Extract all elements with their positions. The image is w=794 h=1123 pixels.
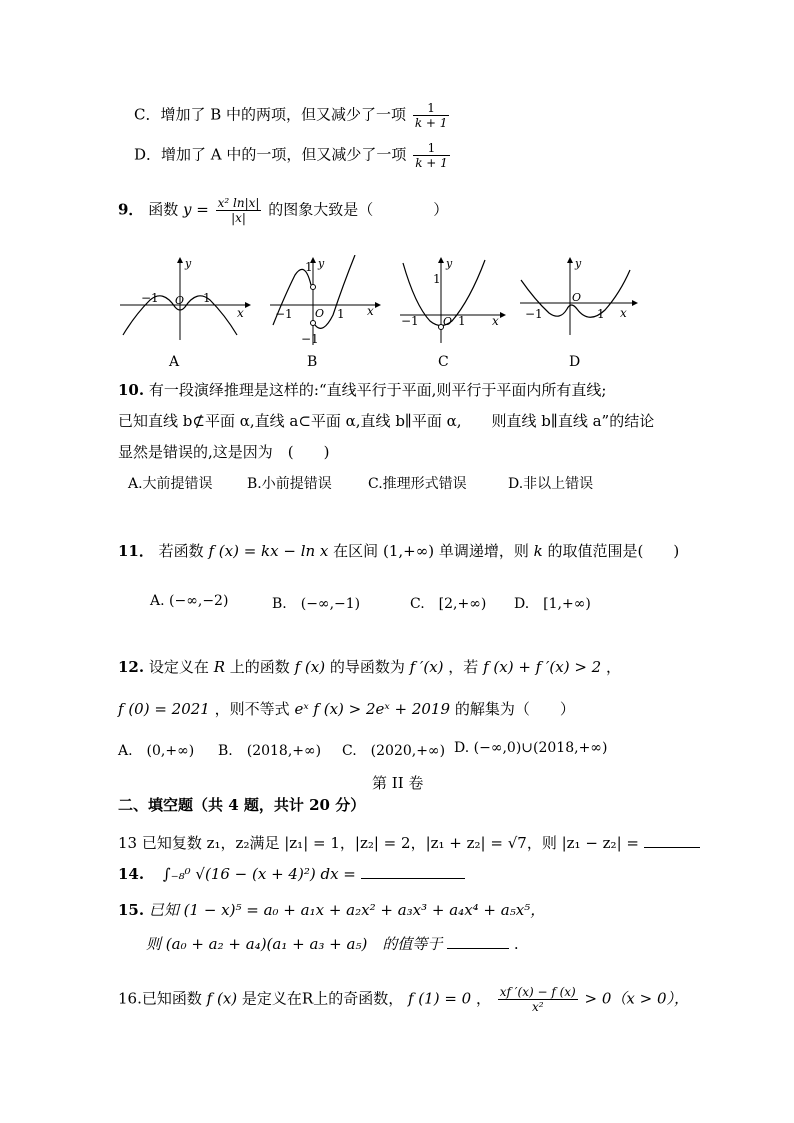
axis-x-label: x	[492, 314, 499, 328]
axis-x-label: x	[367, 304, 374, 318]
question-number: 14.	[118, 865, 145, 883]
q13-text: 13 已知复数 z₁，z₂满足 |z₁| = 1，|z₂| = 2，|z₁ + z₂| = √7，则 |z₁ − z₂| =	[118, 834, 639, 852]
q16-text: 是定义在R上的奇函数，	[241, 989, 404, 1008]
q16-fx: f (x)	[206, 989, 238, 1008]
tick-label: −1	[301, 332, 319, 346]
question-number: 10.	[118, 381, 145, 399]
answer-blank[interactable]	[644, 847, 700, 848]
q13-stem	[118, 832, 700, 853]
q10-line3: 显然是错误的,这是因为 ( )	[118, 443, 330, 461]
graph-label-b: B	[307, 354, 318, 370]
tick-label: 1	[203, 291, 211, 305]
q12-line2	[118, 698, 575, 719]
q12-text: 的解集为（ ）	[454, 700, 575, 718]
axis-x-label: x	[237, 306, 244, 320]
q9-lead-text: 函数	[148, 200, 179, 219]
q15-line2	[146, 933, 519, 954]
question-number: 12.	[118, 658, 145, 676]
q10-option-b: B.小前提错误	[247, 476, 332, 492]
q11-text: 的取值范围是( )	[547, 542, 680, 560]
question-number: 9．	[118, 200, 144, 219]
q11-option-c: C. [2,+∞)	[410, 596, 487, 612]
q11-text: 若函数	[158, 542, 204, 560]
q12-option-b: B. (2018,+∞)	[218, 743, 322, 759]
fraction-numerator: x² ln|x|	[217, 196, 260, 210]
tick-label: 1	[337, 307, 345, 321]
q10-option-d: D.非以上错误	[508, 476, 594, 492]
graph-d	[520, 257, 637, 335]
q11-function: f (x) = kx − ln x	[208, 542, 329, 560]
q9-stem	[118, 196, 448, 225]
tick-label: 1	[458, 314, 466, 328]
fraction-numerator: 1	[413, 141, 450, 156]
q8-option-d-text: D．增加了 A 中的一项，但又减少了一项	[134, 145, 407, 164]
q16-text: 16.已知函数	[118, 989, 202, 1008]
graph-a	[120, 257, 250, 340]
q10-option-a: A.大前提错误	[128, 476, 213, 492]
q16-text: ，	[475, 989, 491, 1008]
origin-label: O	[572, 291, 582, 304]
q9-function-fraction	[216, 196, 262, 225]
q12-fx: f (x)	[294, 658, 326, 676]
tick-label: −1	[275, 307, 293, 321]
q12-text: ，则不等式	[214, 700, 290, 718]
graph-label-c: C	[438, 354, 449, 370]
q8-option-d-fraction	[413, 141, 450, 170]
tick-label: 1	[433, 272, 441, 286]
q10-line1-text: 有一段演绎推理是这样的:“直线平行于平面,则平行于平面内所有直线;	[148, 381, 607, 399]
q12-option-d: D. (−∞,0)∪(2018,+∞)	[454, 740, 608, 756]
q16-stem	[118, 985, 689, 1014]
q12-option-a: A. (0,+∞)	[118, 743, 195, 759]
graph-label-d: D	[569, 354, 581, 370]
axis-x-label: x	[620, 306, 627, 320]
q12-inequality: f (x) + f ′(x) > 2	[483, 658, 602, 676]
tick-label: 1	[305, 260, 313, 274]
q16-f1: f (1) = 0	[407, 989, 472, 1008]
q8-option-c-fraction	[413, 101, 450, 130]
q11-option-d: D. [1,+∞)	[514, 596, 591, 612]
graph-c	[400, 257, 505, 343]
q8-option-d	[134, 141, 452, 170]
q9-y-eq: y =	[183, 200, 209, 219]
q12-text: ，若	[448, 658, 479, 676]
q10-line2: 已知直线 b⊄平面 α,直线 a⊂平面 α,直线 b∥平面 α, 则直线 b∥直线 a”的结论	[118, 412, 655, 430]
origin-label: O	[443, 315, 453, 328]
answer-blank[interactable]	[447, 948, 509, 949]
fraction-denominator: k + 1	[414, 116, 448, 130]
q12-fpx: f ′(x)	[409, 658, 444, 676]
q12-text: 的导函数为	[329, 658, 405, 676]
q15-line1	[118, 899, 545, 920]
q11-option-a: A. (−∞,−2)	[150, 593, 229, 609]
fraction-denominator: |x|	[231, 211, 246, 225]
q15-period: .	[513, 935, 519, 953]
question-number: 11．	[118, 542, 154, 560]
q8-option-c-text: C．增加了 B 中的两项，但又减少了一项	[134, 105, 407, 124]
q8-option-c	[134, 101, 451, 130]
question-number: 15.	[118, 901, 145, 919]
q11-interval: (1,+∞)	[382, 542, 435, 560]
origin-label: O	[315, 307, 325, 320]
q12-text: 上的函数	[229, 658, 290, 676]
fraction-denominator: k + 1	[415, 156, 448, 170]
volume-title: 第 II 卷	[372, 774, 424, 792]
q11-option-b: B. (−∞,−1)	[272, 596, 361, 612]
fraction-numerator: 1	[413, 101, 450, 116]
axis-y-label: y	[318, 257, 325, 270]
q11-k: k	[533, 542, 543, 560]
q15-expansion: 已知 (1 − x)⁵ = a₀ + a₁x + a₂x² + a₃x³ + a₄x⁴ + a₅x⁵，	[148, 901, 546, 919]
q12-text: 设定义在	[148, 658, 209, 676]
q11-stem	[118, 540, 679, 561]
section-heading: 二、填空题（共 4 题，共计 20 分）	[118, 796, 366, 814]
tick-label: −1	[525, 307, 543, 321]
axis-y-label: y	[185, 257, 192, 270]
q15-text: 则 (a₀ + a₂ + a₄)(a₁ + a₃ + a₅) 的值等于	[146, 935, 443, 953]
q10-line1	[118, 379, 606, 400]
graph-label-a: A	[169, 354, 180, 370]
graph-b	[270, 255, 380, 346]
q9-graphs	[115, 255, 645, 350]
q14-integral: ∫₋₈⁰ √(16 − (x + 4)²) dx =	[162, 865, 356, 883]
q11-text: 单调递增，则	[438, 542, 529, 560]
q16-fraction	[498, 985, 578, 1014]
q16-condition: > 0（x > 0），	[584, 989, 690, 1008]
tick-label: −1	[141, 291, 159, 305]
q12-text: ，	[606, 658, 622, 676]
axis-y-label: y	[446, 257, 453, 270]
q11-text: 在区间	[333, 542, 379, 560]
fraction-denominator: x²	[531, 1000, 544, 1014]
q12-inequality: eˣ f (x) > 2eˣ + 2019	[294, 700, 451, 718]
q14-stem	[118, 865, 465, 883]
q12-line1	[118, 656, 621, 677]
tick-label: −1	[401, 314, 419, 328]
q12-option-c: C. (2020,+∞)	[342, 743, 446, 759]
q12-f0: f (0) = 2021	[118, 700, 210, 718]
origin-label: O	[175, 294, 185, 307]
axis-y-label: y	[575, 257, 582, 270]
q9-tail-text: 的图象大致是（ ）	[268, 200, 449, 219]
tick-label: 1	[597, 307, 605, 321]
fraction-numerator: xf ′(x) − f (x)	[499, 985, 576, 999]
q12-r: R	[213, 658, 225, 676]
answer-blank[interactable]	[361, 878, 465, 879]
q10-option-c: C.推理形式错误	[368, 476, 467, 492]
